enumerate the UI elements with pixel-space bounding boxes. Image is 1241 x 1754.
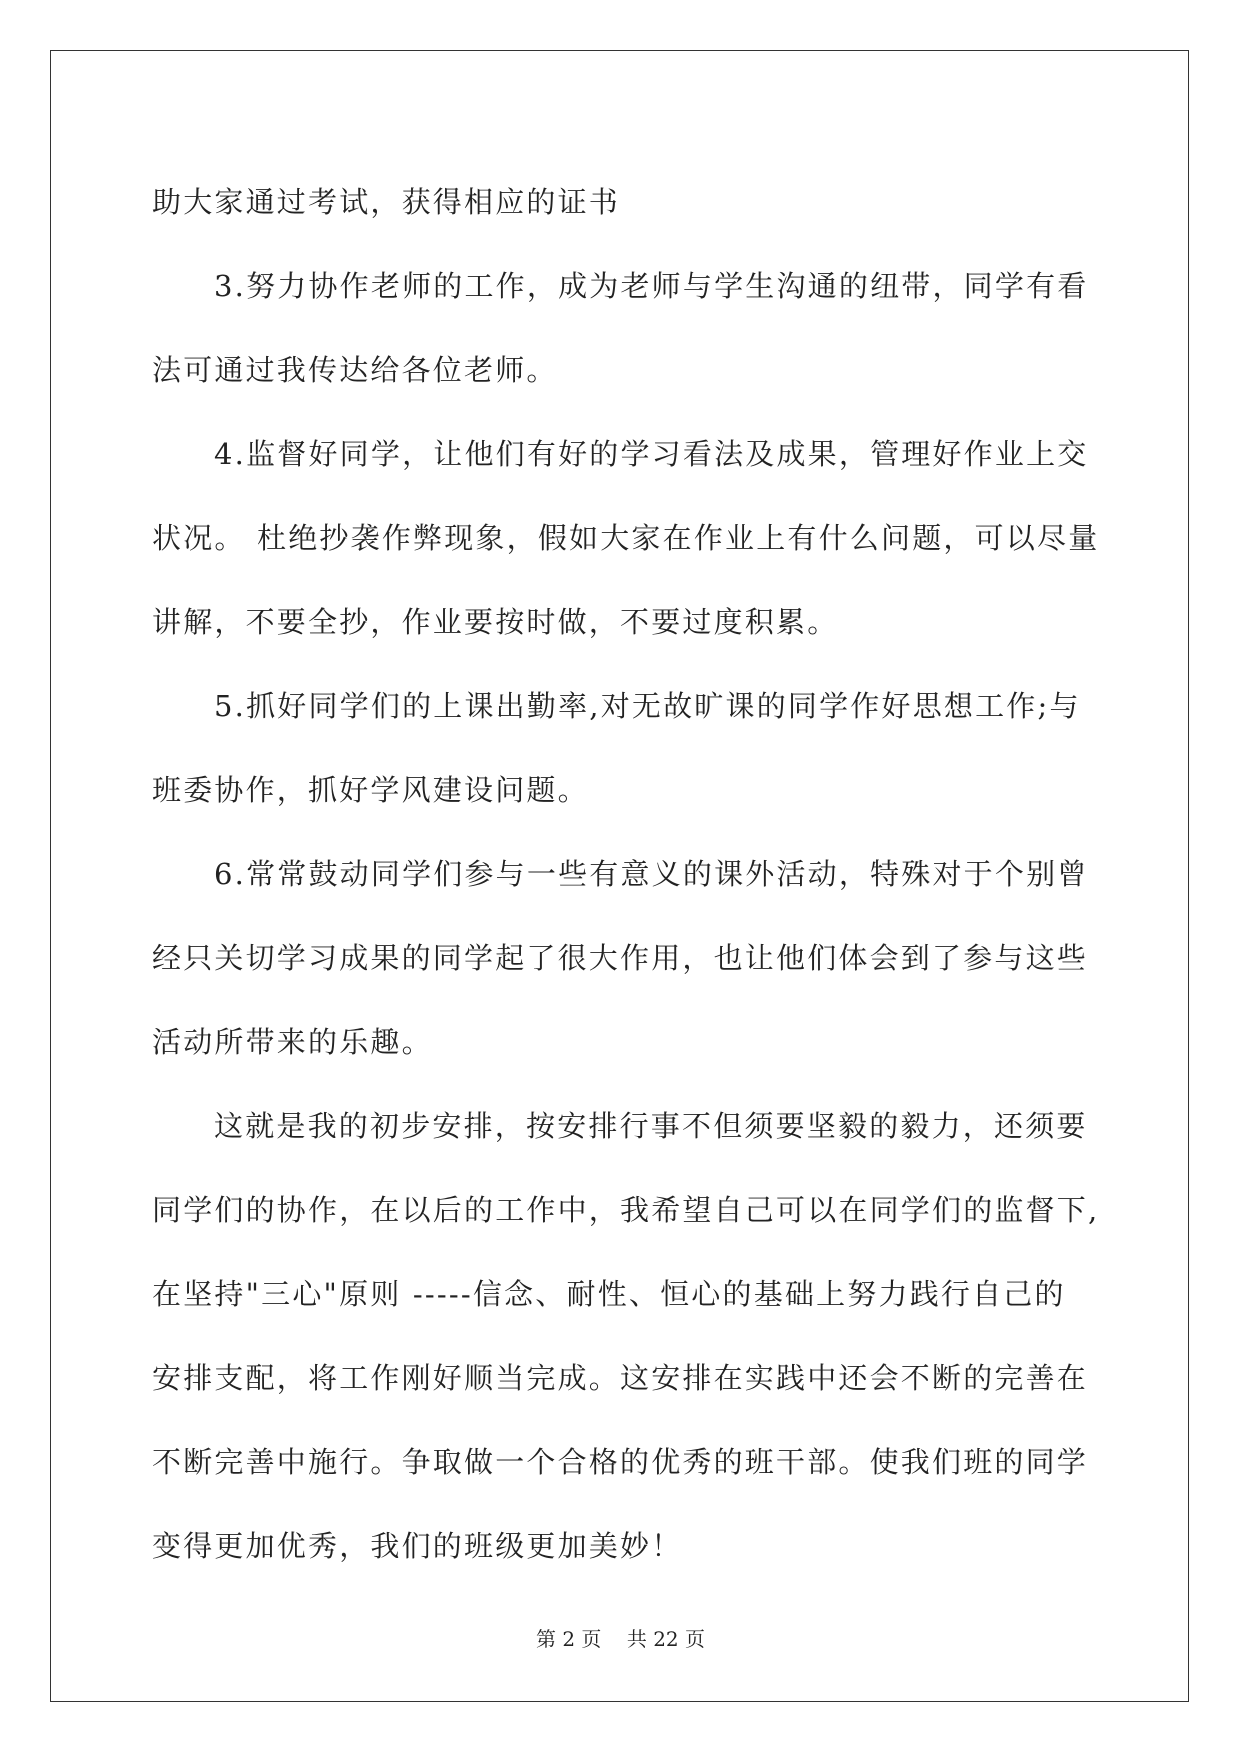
text-line: 6.常常鼓动同学们参与一些有意义的课外活动，特殊对于个别曾	[214, 857, 1089, 891]
text-line: 经只关切学习成果的同学起了很大作用，也让他们体会到了参与这些	[152, 941, 1089, 975]
text-line: 这就是我的初步安排，按安排行事不但须要坚毅的毅力，还须要	[214, 1109, 1088, 1143]
text-line: 活动所带来的乐趣。	[152, 1025, 433, 1059]
text-line: 变得更加优秀，我们的班级更加美妙！	[152, 1529, 683, 1563]
text-line: 状况。 杜绝抄袭作弊现象，假如大家在作业上有什么问题，可以尽量	[152, 521, 1100, 555]
page-number-footer: 第 2 页 共 22 页	[535, 1627, 706, 1651]
text-line: 不断完善中施行。争取做一个合格的优秀的班干部。使我们班的同学	[152, 1445, 1089, 1479]
text-line: 班委协作，抓好学风建设问题。	[152, 773, 589, 807]
text-line: 同学们的协作，在以后的工作中，我希望自己可以在同学们的监督下,	[152, 1193, 1100, 1227]
text-line: 在坚持"三心"原则 -----信念、耐性、恒心的基础上努力践行自己的	[152, 1277, 1066, 1311]
document-body	[152, 160, 1100, 1588]
text-line: 3.努力协作老师的工作，成为老师与学生沟通的纽带，同学有看	[214, 269, 1089, 303]
text-line: 4.监督好同学，让他们有好的学习看法及成果，管理好作业上交	[214, 437, 1089, 471]
text-line: 法可通过我传达给各位老师。	[152, 353, 558, 387]
text-line: 安排支配，将工作刚好顺当完成。这安排在实践中还会不断的完善在	[152, 1361, 1089, 1395]
text-line: 5.抓好同学们的上课出勤率,对无故旷课的同学作好思想工作;与	[214, 689, 1081, 723]
text-line: 助大家通过考试，获得相应的证书	[152, 185, 621, 219]
text-line: 讲解，不要全抄，作业要按时做，不要过度积累。	[152, 605, 839, 639]
